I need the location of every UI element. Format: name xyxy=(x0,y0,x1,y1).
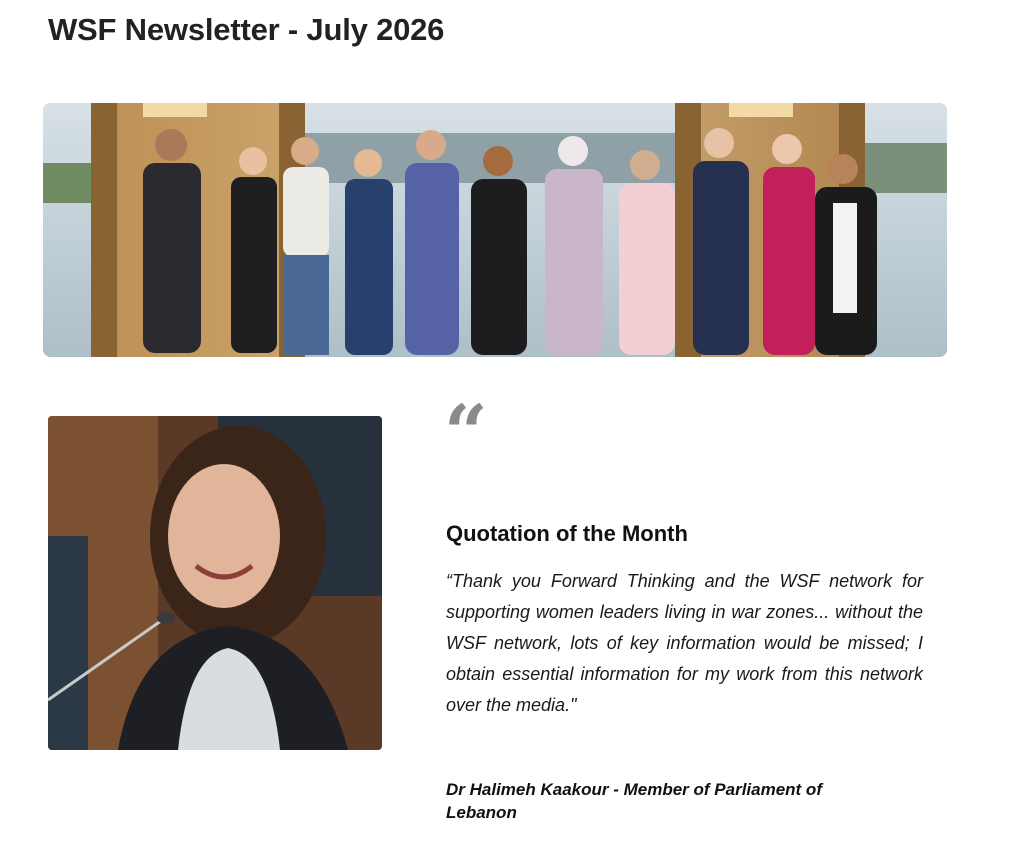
portrait-photo xyxy=(48,416,382,750)
page-title: WSF Newsletter - July 2026 xyxy=(48,12,445,47)
quote-text: “Thank you Forward Thinking and the WSF network for supporting women leaders living in war zones... without the WSF network, lots of key information would be missed; I obtain essential information for my work from this network over the media." xyxy=(446,571,923,715)
quote-heading: Quotation of the Month xyxy=(446,521,688,546)
quote-mark-icon: “ xyxy=(444,388,488,477)
group-photo-graphic xyxy=(43,103,947,357)
quote-author: Dr Halimeh Kaakour - Member of Parliament of Lebanon xyxy=(446,780,822,822)
group-photo xyxy=(43,103,947,357)
portrait-graphic xyxy=(48,416,382,750)
